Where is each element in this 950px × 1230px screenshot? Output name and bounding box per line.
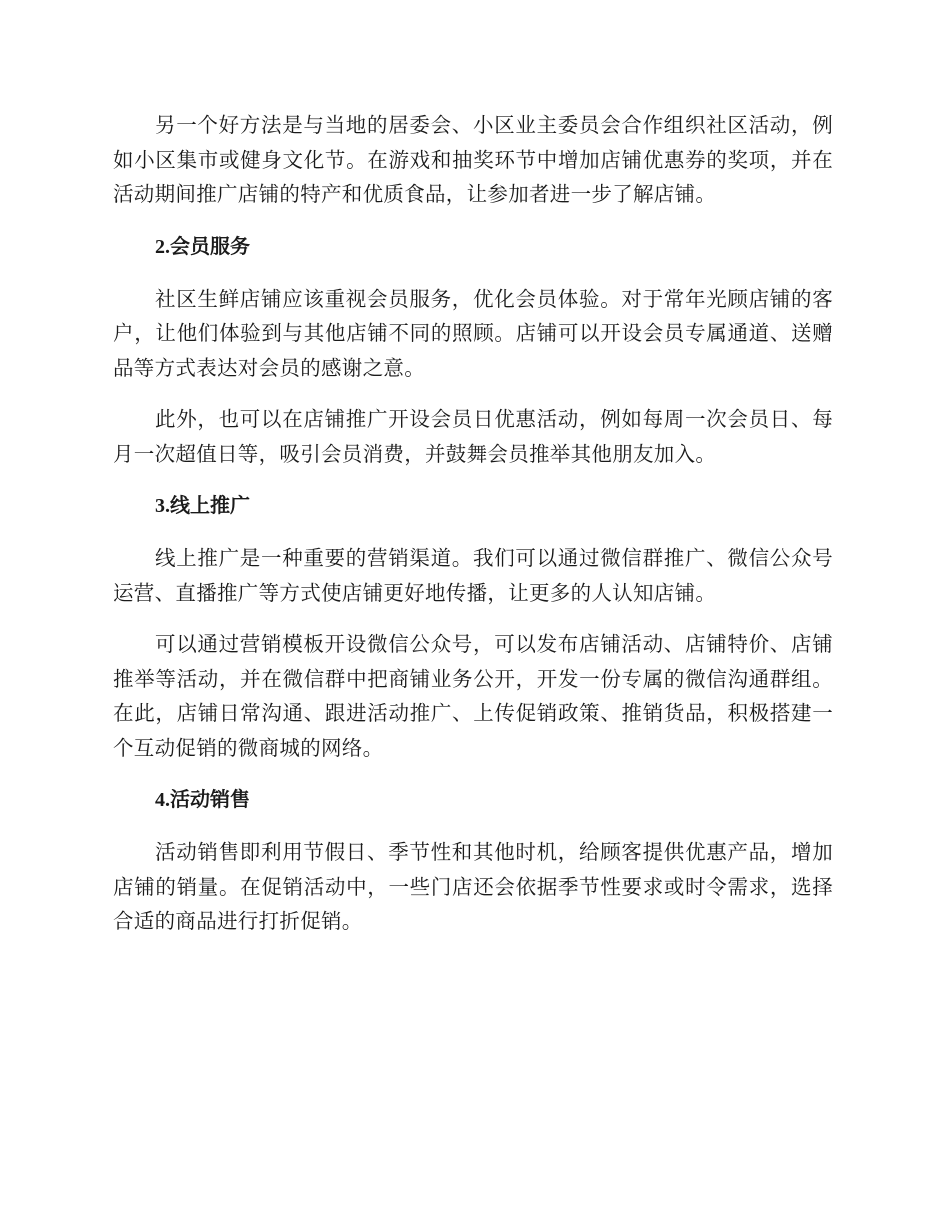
paragraph-online-2: 可以通过营销模板开设微信公众号，可以发布店铺活动、店铺特价、店铺推举等活动，并在微信群中把商铺业务公开，开发一份专属的微信沟通群组。在此，店铺日常沟通、跟进活动推广、上传促销政策、推销货品，积极搭建一个互动促销的微商城的网络。 <box>113 632 833 760</box>
section-number: 4. <box>155 789 170 811</box>
paragraph-event-sales-1: 活动销售即利用节假日、季节性和其他时机，给顾客提供优惠产品，增加店铺的销量。在促销活动中，一些门店还会依据季节性要求或时令需求，选择合适的商品进行打折促销。 <box>113 840 833 933</box>
paragraph-membership-1: 社区生鲜店铺应该重视会员服务，优化会员体验。对于常年光顾店铺的客户，让他们体验到与其他店铺不同的照顾。店铺可以开设会员专属通道、送赠品等方式表达对会员的感谢之意。 <box>113 286 833 380</box>
section-number: 3. <box>155 495 170 517</box>
paragraph-intro: 另一个好方法是与当地的居委会、小区业主委员会合作组织社区活动，例如小区集市或健身文化节。在游戏和抽奖环节中增加店铺优惠券的奖项，并在活动期间推广店铺的特产和优质食品，让参加者进一步了解店铺。 <box>113 113 833 206</box>
section-number: 2. <box>155 235 170 258</box>
section-heading-event-sales <box>113 782 833 817</box>
paragraph-membership-2: 此外，也可以在店铺推广开设会员日优惠活动，例如每周一次会员日、每月一次超值日等，吸引会员消费，并鼓舞会员推举其他朋友加入。 <box>113 407 833 466</box>
section-title: 会员服务 <box>170 233 250 258</box>
section-heading-online-promotion <box>113 488 833 523</box>
section-title: 活动销售 <box>170 787 250 811</box>
document-page <box>113 108 833 956</box>
section-title: 线上推广 <box>170 493 250 517</box>
paragraph-online-1: 线上推广是一种重要的营销渠道。我们可以通过微信群推广、微信公众号运营、直播推广等方式使店铺更好地传播，让更多的人认知店铺。 <box>113 546 833 605</box>
section-heading-membership <box>113 229 833 264</box>
